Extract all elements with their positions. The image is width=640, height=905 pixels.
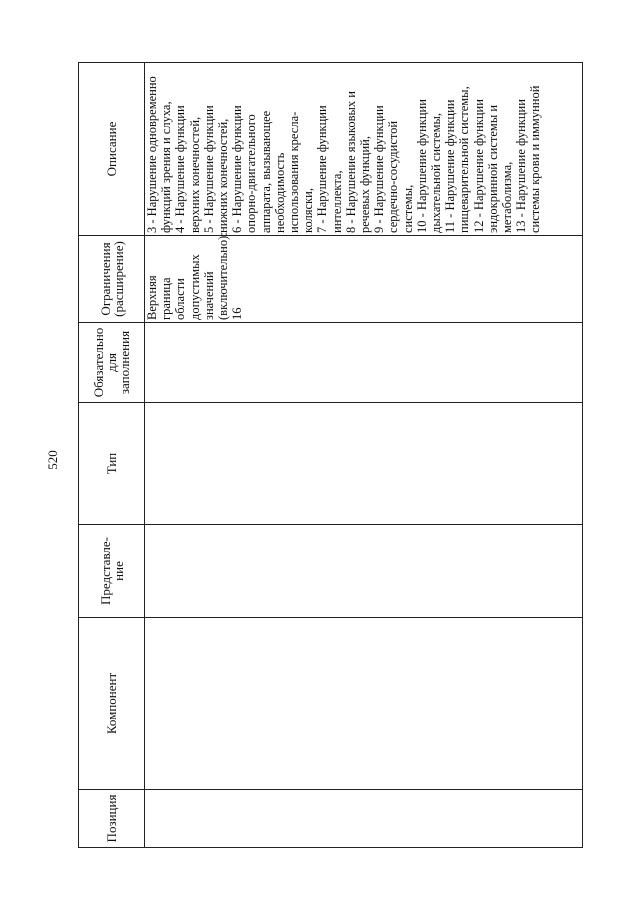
header-representation: Представле- ние: [79, 525, 145, 618]
page-number: 520: [45, 450, 60, 470]
document-table: [78, 62, 583, 848]
rotated-table-container: [78, 63, 583, 848]
header-component: Компонент: [79, 618, 145, 790]
header-row: [79, 63, 145, 848]
header-type: Тип: [79, 403, 145, 525]
cell-component: [145, 618, 583, 790]
cell-description: 3 - Нарушение одновременно функций зрения и слуха, 4 - Нарушение функции верхних конечностей, 5 - Нарушение функции нижних конечностей, 6 - Нарушение функции опорно-двигательного аппарата, вызывающее необходимость использования кресла- коляски, 7 - Нарушение функции интеллекта, 8 - Нарушение языковых и речевых функций, 9 - Нарушение функции сердечно-сосудистой системы, 10 - Нарушение функции дыхательной системы, 11 - Нарушение функции пищеварительной системы, 12 - Нарушение функции эндокринной системы и метаболизма, 13 - Нарушение функции системы крови и иммунной: [145, 63, 583, 236]
header-limits: Ограничения (расширение): [79, 236, 145, 323]
cell-representation: [145, 525, 583, 618]
header-description: Описание: [79, 63, 145, 236]
header-required: Обязательно для заполнения: [79, 323, 145, 403]
cell-required: [145, 323, 583, 403]
header-position: Позиция: [79, 790, 145, 848]
cell-type: [145, 403, 583, 525]
cell-position: [145, 790, 583, 848]
table-row: [145, 63, 583, 848]
cell-limits: Верхняя граница области допустимых значений (включительно): 16: [145, 236, 583, 323]
